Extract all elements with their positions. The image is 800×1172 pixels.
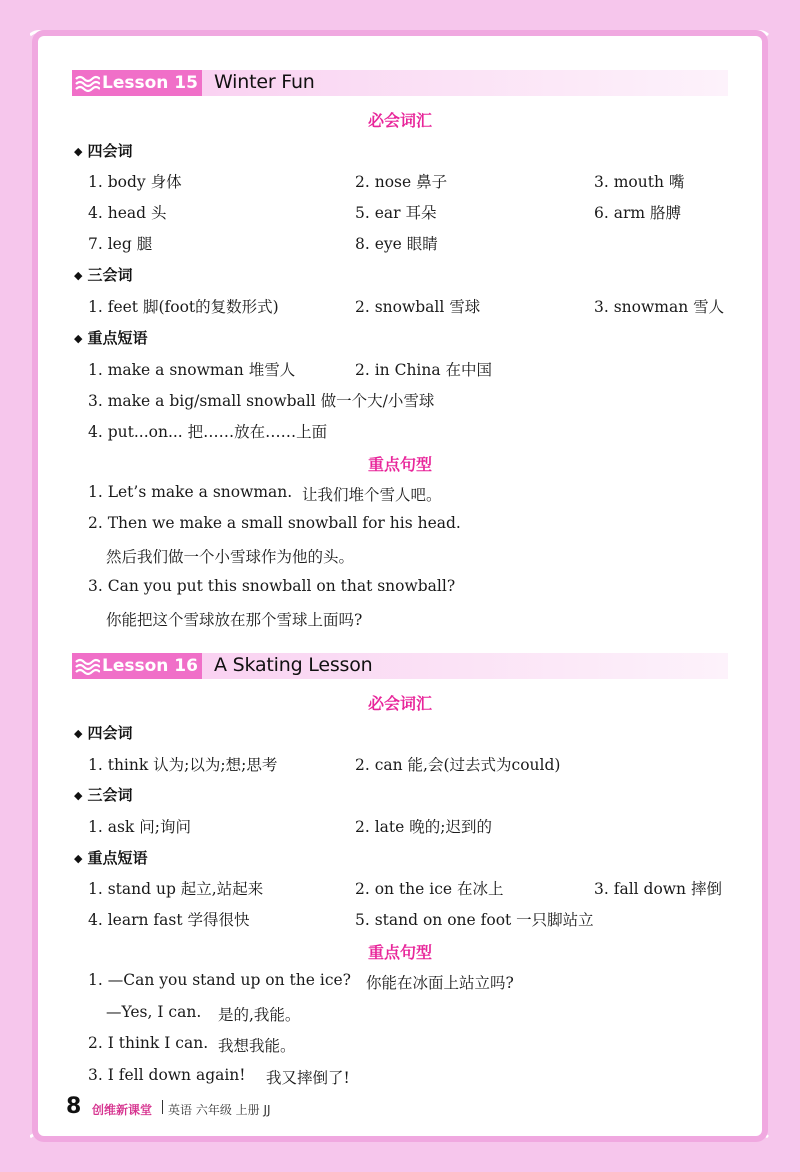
l16-phrase-item: 2. on the ice 在冰上 xyxy=(355,880,504,898)
lesson-16-title: A Skating Lesson xyxy=(214,654,373,676)
diamond-icon: ◆ xyxy=(74,727,83,740)
diamond-icon: ◆ xyxy=(74,269,83,282)
l16-phrase-item: 3. fall down 摔倒 xyxy=(594,880,722,898)
l16-sentence: 3. I fell down again! xyxy=(88,1066,246,1084)
l15-phrase-item: 2. in China 在中国 xyxy=(355,361,493,379)
l16-four-item: 2. can 能,会(过去式为could) xyxy=(355,756,561,774)
l16-translation: 我想我能。 xyxy=(218,1037,296,1055)
l15-four-item: 3. mouth 嘴 xyxy=(594,173,685,191)
l16-phrase-label: ◆ 重点短语 xyxy=(74,849,148,867)
l15-phrase-item: 4. put...on... 把……放在……上面 xyxy=(88,423,328,441)
lesson-15-title: Winter Fun xyxy=(214,71,315,93)
lesson-16-header xyxy=(72,653,728,679)
diamond-icon: ◆ xyxy=(74,852,83,865)
footer-book-info: 英语 六年级 上册 JJ xyxy=(168,1103,271,1117)
l16-translation: 是的,我能。 xyxy=(218,1006,301,1024)
l15-translation: 然后我们做一个小雪球作为他的头。 xyxy=(106,548,355,566)
l15-translation: 你能把这个雪球放在那个雪球上面吗? xyxy=(106,611,363,629)
lesson-15-header xyxy=(72,70,728,96)
l15-four-item: 2. nose 鼻子 xyxy=(355,173,448,191)
l16-phrase-item: 1. stand up 起立,站起来 xyxy=(88,880,264,898)
l15-sentence: 3. Can you put this snowball on that snowball? xyxy=(88,577,456,595)
l15-sentence: 2. Then we make a small snowball for his head. xyxy=(88,514,461,532)
l16-three-label: ◆ 三会词 xyxy=(74,786,133,804)
lesson-15-number: Lesson 15 xyxy=(102,73,198,93)
l16-vocab-title: 必会词汇 xyxy=(367,694,432,713)
diamond-icon: ◆ xyxy=(74,145,83,158)
footer-divider xyxy=(162,1100,163,1114)
l15-four-item: 7. leg 腿 xyxy=(88,235,153,253)
diamond-icon: ◆ xyxy=(74,789,83,802)
l15-phrase-label: ◆ 重点短语 xyxy=(74,329,148,347)
l16-four-label: ◆ 四会词 xyxy=(74,724,133,742)
diamond-icon: ◆ xyxy=(74,332,83,345)
l16-sentence-title: 重点句型 xyxy=(367,943,432,962)
l15-four-item: 6. arm 胳膊 xyxy=(594,204,681,222)
l15-translation: 让我们堆个雪人吧。 xyxy=(302,486,442,504)
waves-icon xyxy=(74,657,100,675)
l15-three-label: ◆ 三会词 xyxy=(74,266,133,284)
l15-three-item: 1. feet 脚(foot的复数形式) xyxy=(88,298,279,316)
l16-sentence: 2. I think I can. xyxy=(88,1034,209,1052)
l15-four-item: 1. body 身体 xyxy=(88,173,182,191)
l15-four-label: ◆ 四会词 xyxy=(74,142,133,160)
lesson-15-tag xyxy=(72,70,202,96)
lesson-16-tag xyxy=(72,653,202,679)
l15-vocab-title: 必会词汇 xyxy=(367,111,432,130)
l15-four-item: 4. head 头 xyxy=(88,204,167,222)
l16-translation: 你能在冰面上站立吗? xyxy=(366,974,514,992)
l16-phrase-item: 4. learn fast 学得很快 xyxy=(88,911,250,929)
l16-phrase-item: 5. stand on one foot 一只脚站立 xyxy=(355,911,594,929)
l15-three-item: 3. snowman 雪人 xyxy=(594,298,725,316)
l16-sentence: 1. —Can you stand up on the ice? xyxy=(88,971,351,989)
l15-four-item: 5. ear 耳朵 xyxy=(355,204,437,222)
l15-phrase-item: 3. make a big/small snowball 做一个大/小雪球 xyxy=(88,392,435,410)
lesson-16-number: Lesson 16 xyxy=(102,656,198,676)
waves-icon xyxy=(74,74,100,92)
l15-sentence-title: 重点句型 xyxy=(367,455,432,474)
l16-three-item: 2. late 晚的;迟到的 xyxy=(355,818,492,836)
l15-four-item: 8. eye 眼睛 xyxy=(355,235,438,253)
l15-three-item: 2. snowball 雪球 xyxy=(355,298,481,316)
footer-brand: 创维新课堂 xyxy=(92,1103,153,1117)
l15-sentence: 1. Let’s make a snowman. xyxy=(88,483,293,501)
l16-sentence: —Yes, I can. xyxy=(106,1003,202,1021)
l16-three-item: 1. ask 问;询问 xyxy=(88,818,191,836)
l16-translation: 我又摔倒了! xyxy=(266,1069,350,1087)
l16-four-item: 1. think 认为;以为;想;思考 xyxy=(88,756,278,774)
page-number: 8 xyxy=(66,1094,82,1119)
l15-phrase-item: 1. make a snowman 堆雪人 xyxy=(88,361,296,379)
